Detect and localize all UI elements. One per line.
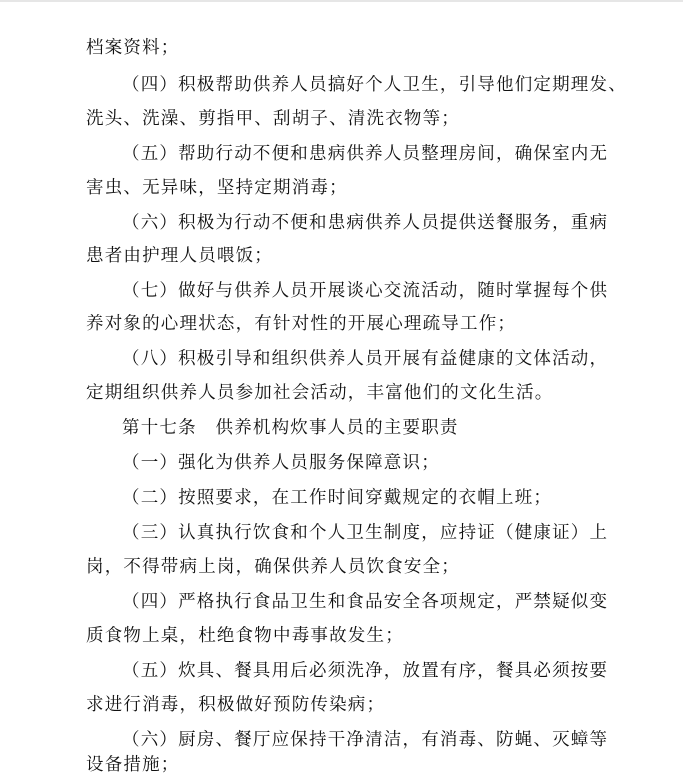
article-heading: 第十七条 供养机构炊事人员的主要职责 [122,418,459,438]
text-line: 求进行消毒，积极做好预防传染病； [86,695,386,715]
text-line: （七）做好与供养人员开展谈心交流活动，随时掌握每个供 [122,281,609,301]
text-line: 定期组织供养人员参加社会活动，丰富他们的文化生活。 [86,383,554,403]
text-line: （五）帮助行动不便和患病供养人员整理房间，确保室内无 [122,144,609,164]
text-line: （一）强化为供养人员服务保障意识； [122,453,440,473]
text-line: 洗头、洗澡、剪指甲、刮胡子、清洗衣物等； [86,109,460,129]
text-line: （五）炊具、餐具用后必须洗净，放置有序，餐具必须按要 [122,661,609,681]
text-line: 岗，不得带病上岗，确保供养人员饮食安全； [86,557,460,577]
text-line: 设备措施； [86,755,180,775]
text-line: （六）积极为行动不便和患病供养人员提供送餐服务，重病 [122,213,609,233]
text-line: 养对象的心理状态，有针对性的开展心理疏导工作； [86,314,517,334]
text-line: （二）按照要求，在工作时间穿戴规定的衣帽上班； [122,488,553,508]
text-line: 档案资料； [86,38,180,58]
text-line: （四）严格执行食品卫生和食品安全各项规定，严禁疑似变 [122,592,609,612]
text-line: （三）认真执行饮食和个人卫生制度，应持证（健康证）上 [122,523,609,543]
text-line: 患者由护理人员喂饭； [86,246,273,266]
text-line: （六）厨房、餐厅应保持干净清洁，有消毒、防蝇、灭蟑等 [122,730,609,750]
text-line: 质食物上桌，杜绝食物中毒事故发生； [86,626,404,646]
text-line: （四）积极帮助供养人员搞好个人卫生，引导他们定期理发、 [122,75,627,95]
text-line: 害虫、无异味，坚持定期消毒； [86,178,348,198]
text-line: （八）积极引导和组织供养人员开展有益健康的文体活动， [122,349,609,369]
